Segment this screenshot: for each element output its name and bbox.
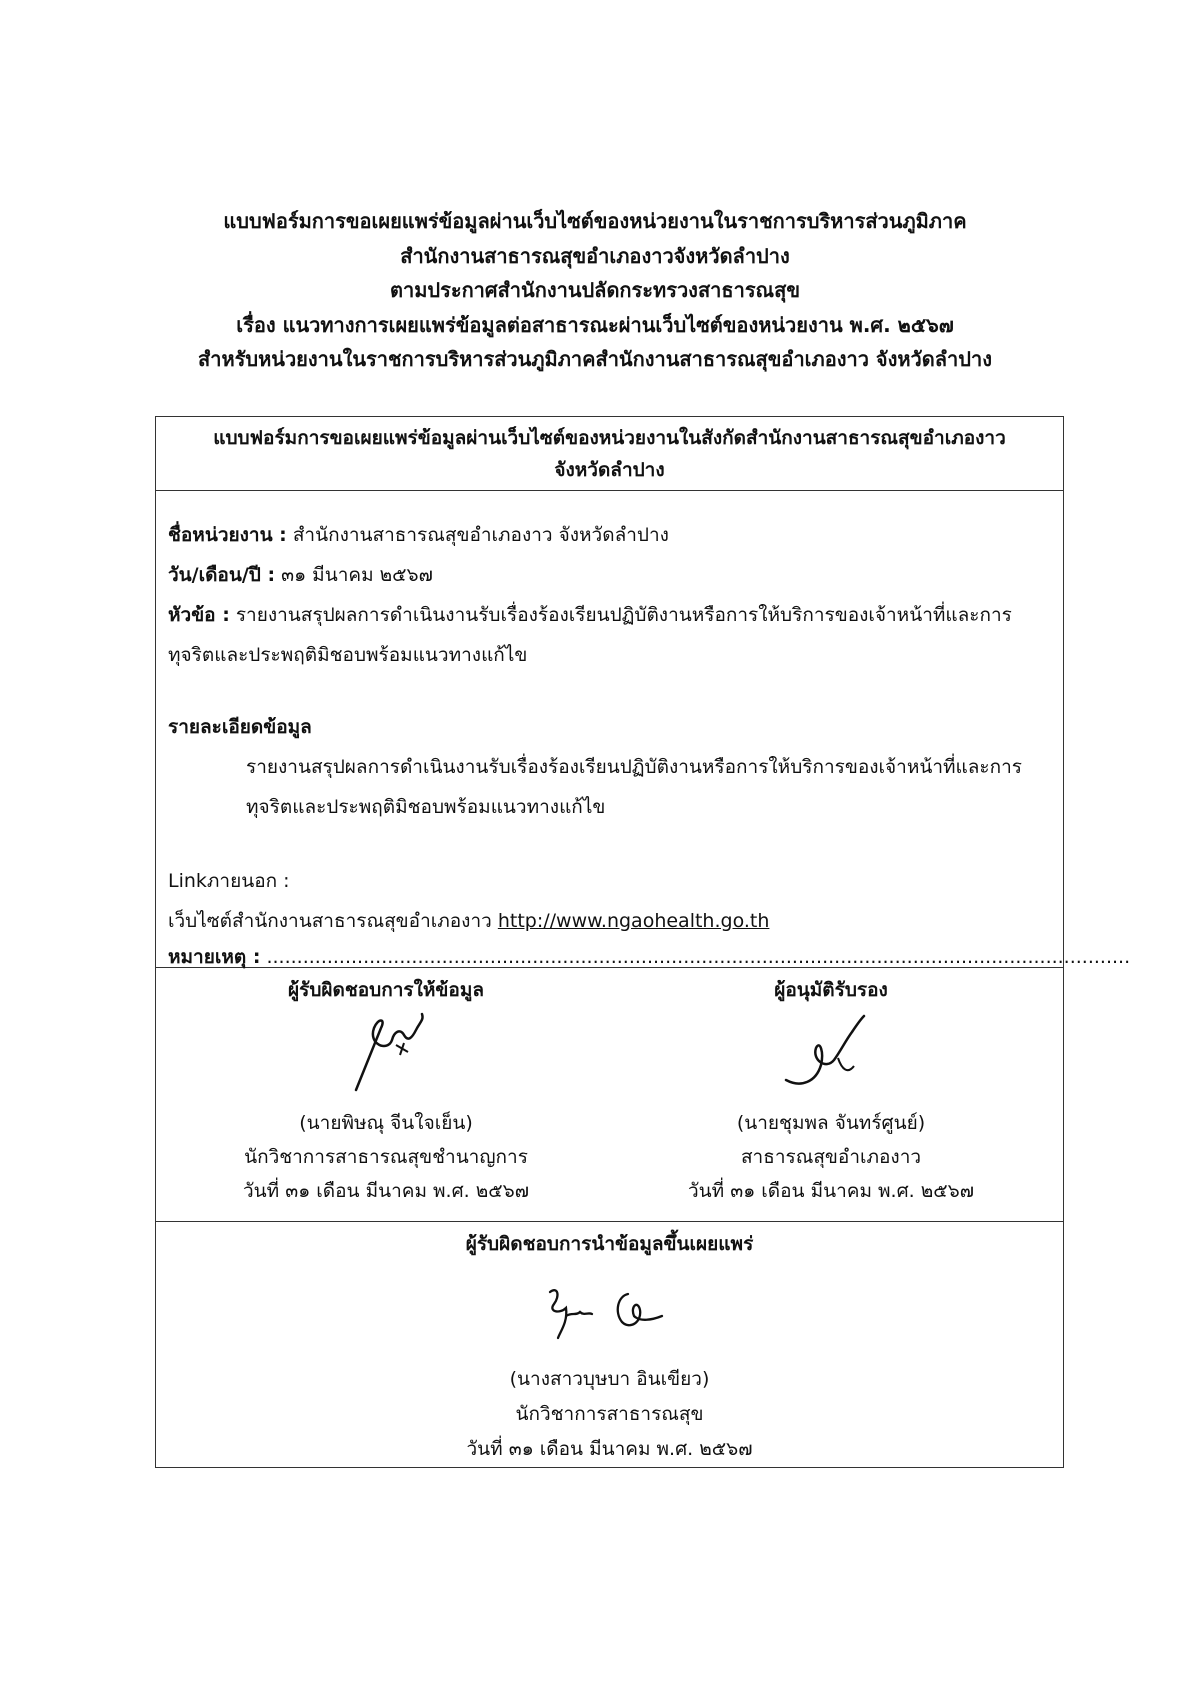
details-label: รายละเอียดข้อมูล <box>168 716 312 738</box>
header-announcement: ตามประกาศสำนักงานปลัดกระทรวงสาธารณสุข <box>389 278 800 302</box>
topic-value: รายงานสรุปผลการดำเนินงานรับเรื่องร้องเรียนปฏิบัติงานหรือการให้บริการของเจ้าหน้าที่และการทุจริตและประพฤติมิชอบพร้อมแนวทางแก้ไข <box>168 604 1012 666</box>
note-value: ............................................................................................................................................... <box>260 946 1131 968</box>
topic-label: หัวข้อ : <box>168 604 230 626</box>
topic-row <box>168 595 1053 675</box>
form-title <box>156 417 1063 491</box>
website-link[interactable]: http://www.ngaohealth.go.th <box>497 910 770 932</box>
agency-value: สำนักงานสาธารณสุขอำเภองาว จังหวัดลำปาง <box>286 524 669 546</box>
date-value: ๓๑ มีนาคม ๒๕๖๗ <box>275 564 433 586</box>
approver-role: ผู้อนุมัติรับรอง <box>774 979 888 1001</box>
agency-label: ชื่อหน่วยงาน : <box>168 524 287 546</box>
form-details <box>156 491 1131 968</box>
date-row <box>168 555 1053 595</box>
publisher-section <box>156 1224 1063 1467</box>
publisher-name: (นางสาวบุษบา อินเขียว) <box>509 1368 710 1390</box>
provider-signer <box>166 968 606 1208</box>
details-heading-row <box>168 707 1053 747</box>
document-header <box>60 204 1130 377</box>
link-prefix: เว็บไซต์สำนักงานสาธารณสุขอำเภองาว <box>168 910 498 932</box>
signers-section <box>156 968 1063 1222</box>
publisher-signature <box>156 1264 1063 1362</box>
approver-signer <box>611 968 1051 1208</box>
approver-name: (นายชุมพล จันทร์ศูนย์) <box>736 1112 926 1134</box>
date-label: วัน/เดือน/ปี : <box>168 564 276 586</box>
link-heading-row <box>168 861 1053 901</box>
header-title: แบบฟอร์มการขอเผยแพร่ข้อมูลผ่านเว็บไซต์ของหน่วยงานในราชการบริหารส่วนภูมิภาค <box>223 209 967 233</box>
form-title-line2: จังหวัดลำปาง <box>554 459 665 481</box>
provider-name: (นายพิษณุ จีนใจเย็น) <box>299 1112 473 1134</box>
provider-signature <box>166 1010 606 1106</box>
approver-signature <box>611 1010 1051 1106</box>
approver-date: วันที่ ๓๑ เดือน มีนาคม พ.ศ. ๒๕๖๗ <box>688 1180 974 1202</box>
publisher-position: นักวิชาการสาธารณสุข <box>515 1403 704 1425</box>
approver-position: สาธารณสุขอำเภองาว <box>740 1146 922 1168</box>
publication-form <box>155 416 1131 1468</box>
link-label: Linkภายนอก : <box>168 870 290 892</box>
publisher-role: ผู้รับผิดชอบการนำข้อมูลขึ้นเผยแพร่ <box>465 1233 754 1255</box>
header-office: สำนักงานสาธารณสุขอำเภองาวจังหวัดลำปาง <box>400 243 790 268</box>
header-subject: เรื่อง แนวทางการเผยแพร่ข้อมูลต่อสาธารณะผ่านเว็บไซต์ของหน่วยงาน พ.ศ. ๒๕๖๗ <box>236 312 954 337</box>
details-text: รายงานสรุปผลการดำเนินงานรับเรื่องร้องเรียนปฏิบัติงานหรือการให้บริการของเจ้าหน้าที่และการทุจริตและประพฤติมิชอบพร้อมแนวทางแก้ไข <box>246 756 1023 818</box>
provider-date: วันที่ ๓๑ เดือน มีนาคม พ.ศ. ๒๕๖๗ <box>243 1180 529 1202</box>
form-title-line1: แบบฟอร์มการขอเผยแพร่ข้อมูลผ่านเว็บไซต์ของหน่วยงานในสังกัดสำนักงานสาธารณสุขอำเภองาว <box>213 427 1006 449</box>
publisher-date: วันที่ ๓๑ เดือน มีนาคม พ.ศ. ๒๕๖๗ <box>466 1438 753 1460</box>
link-row <box>168 901 1053 941</box>
provider-role: ผู้รับผิดชอบการให้ข้อมูล <box>288 979 484 1001</box>
agency-row <box>168 515 1053 555</box>
note-label: หมายเหตุ : <box>168 946 261 968</box>
header-scope: สำหรับหน่วยงานในราชการบริหารส่วนภูมิภาคสำนักงานสาธารณสุขอำเภองาว จังหวัดลำปาง <box>198 347 992 371</box>
provider-position: นักวิชาการสาธารณสุขชำนาญการ <box>244 1146 528 1168</box>
